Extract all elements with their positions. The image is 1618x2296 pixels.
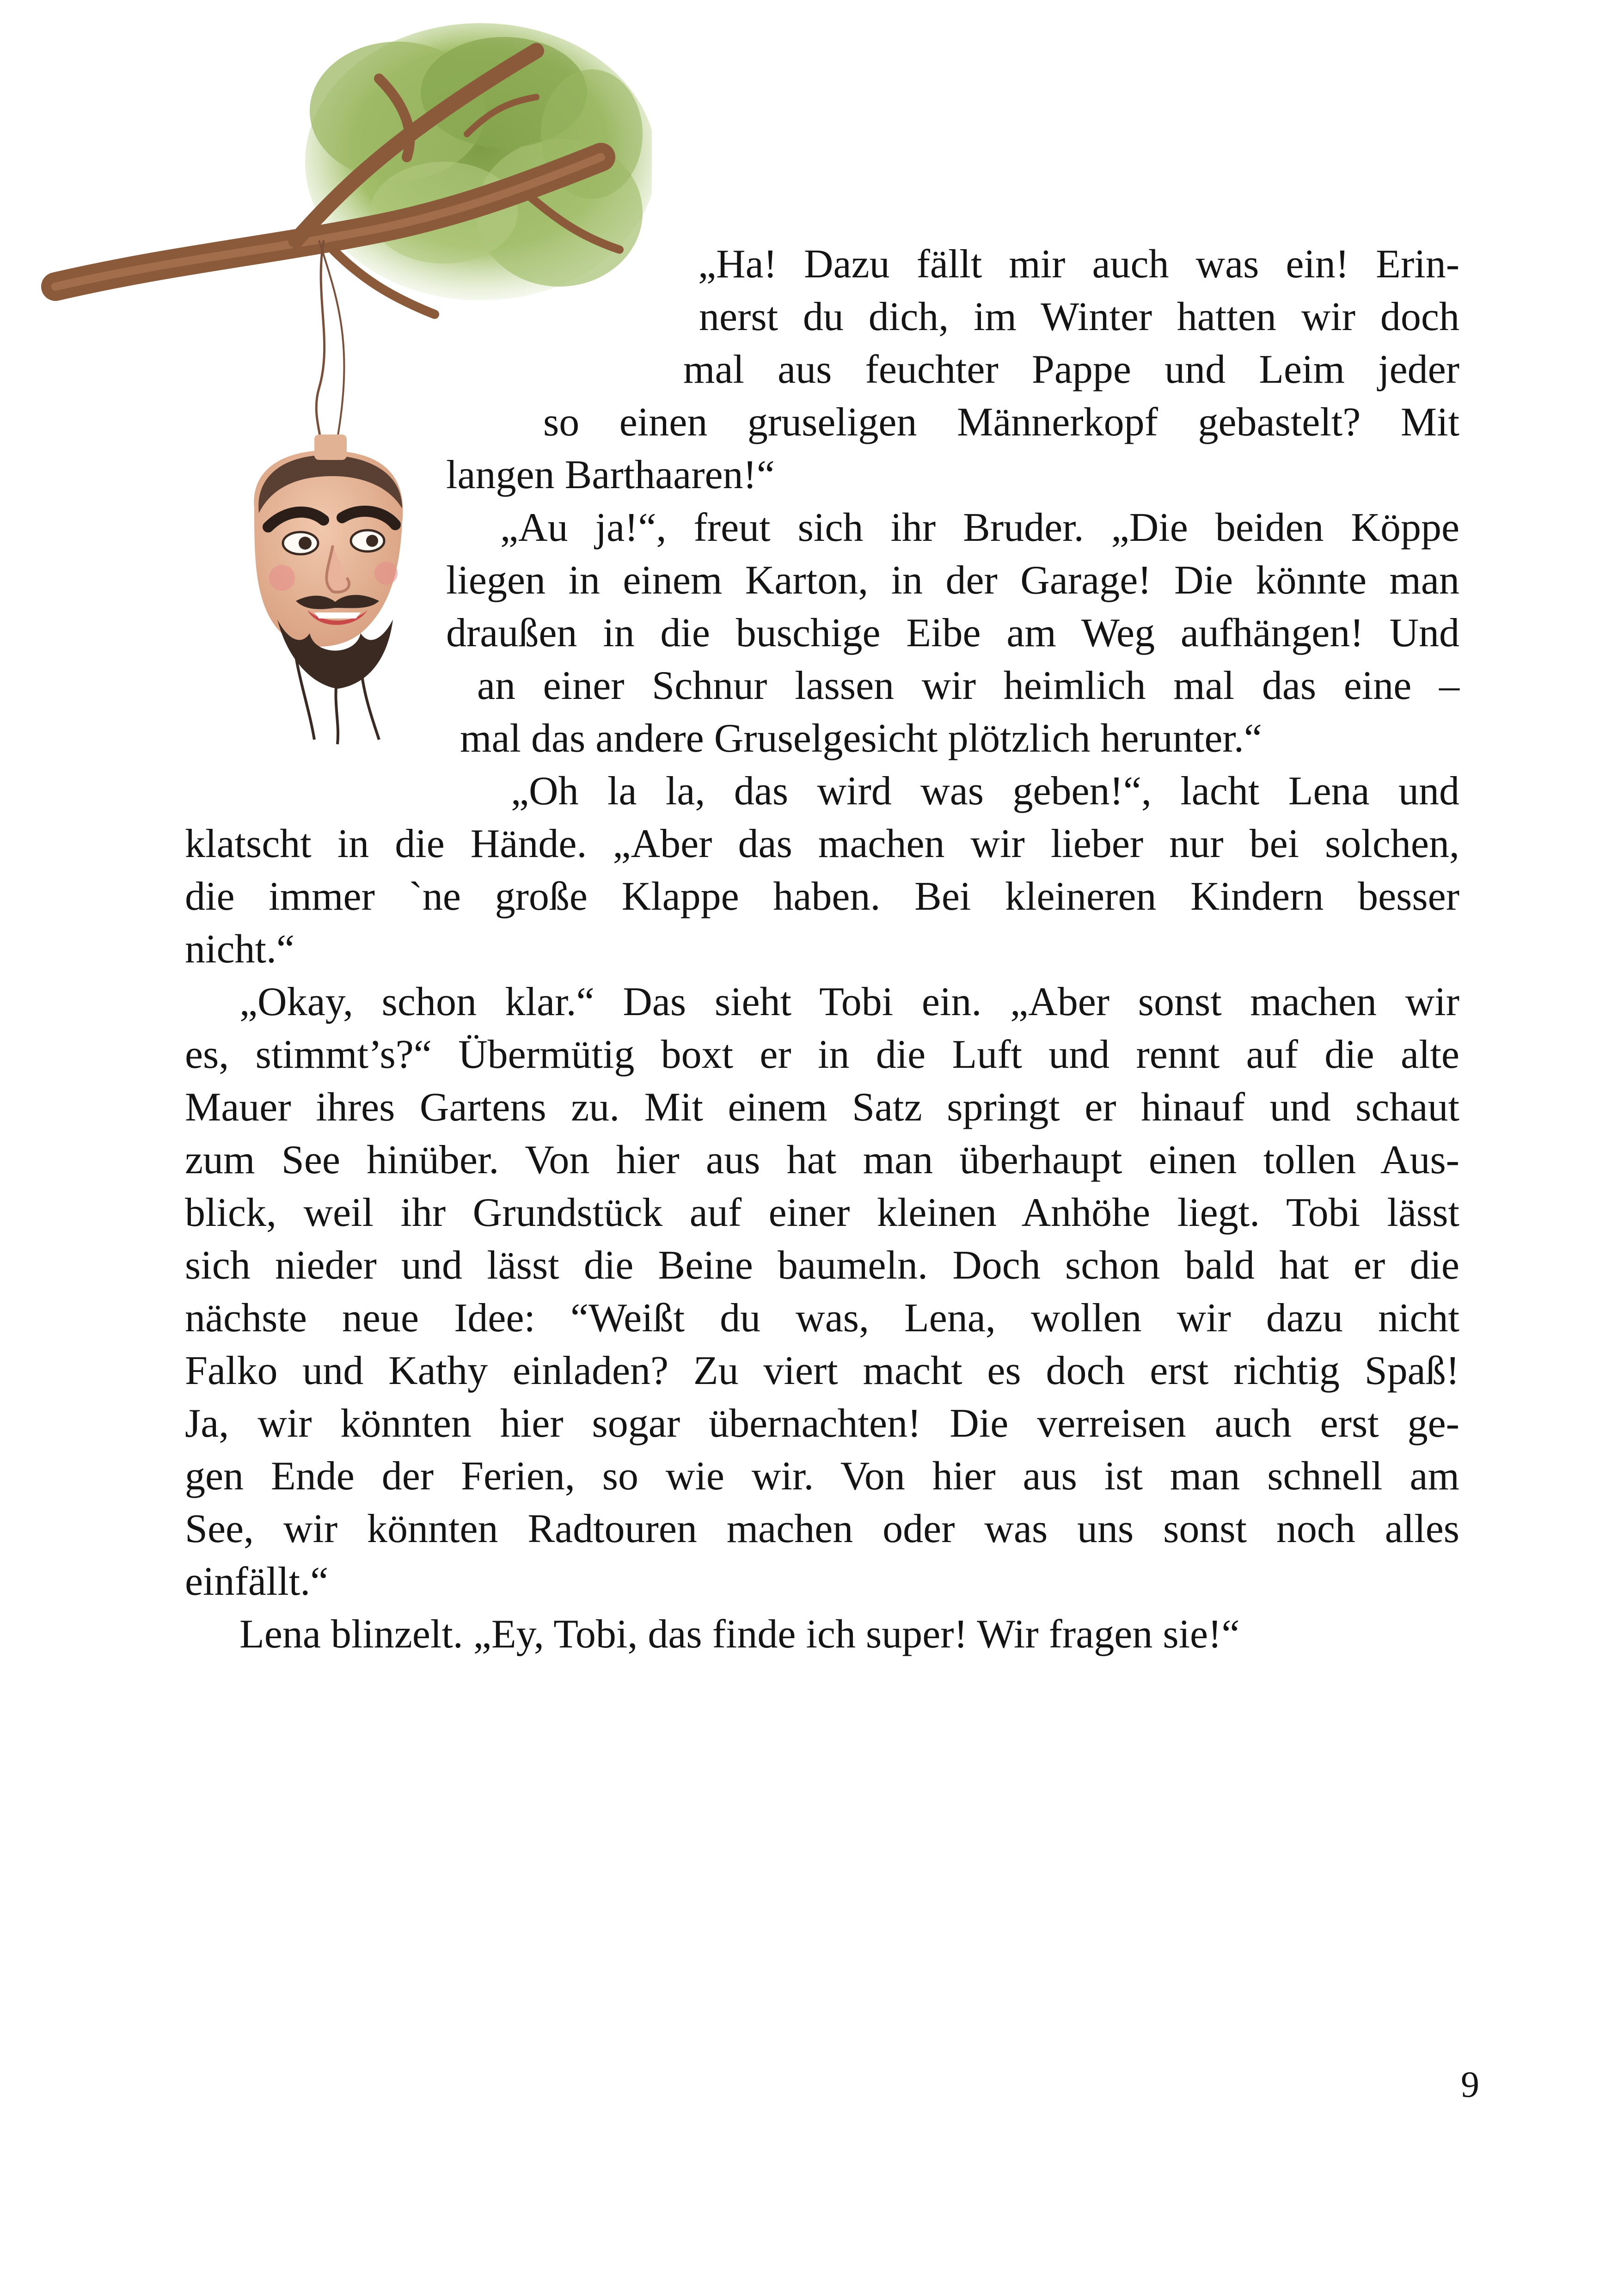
text-line: nerst du dich, im Winter hatten wir doch <box>699 294 1459 339</box>
text-line: „Okay, schon klar.“ Das sieht Tobi ein. „Aber sonst machen wir <box>239 980 1459 1024</box>
text-line: draußen in die buschige Eibe am Weg aufhängen! Und <box>446 611 1459 655</box>
text-line: Mauer ihres Gartens zu. Mit einem Satz springt er hinauf und schaut <box>185 1085 1459 1130</box>
text-line: nächste neue Idee: “Weißt du was, Lena, wollen wir dazu nicht <box>185 1296 1459 1341</box>
text-line: mal das andere Gruselgesicht plötzlich herunter.“ <box>460 716 1262 761</box>
text-line: mal aus feuchter Pappe und Leim jeder <box>683 347 1459 392</box>
text-line: liegen in einem Karton, in der Garage! Die könnte man <box>446 558 1459 603</box>
text-line: an einer Schnur lassen wir heimlich mal das eine – <box>477 663 1459 708</box>
text-line: Falko und Kathy einladen? Zu viert macht es doch erst richtig Spaß! <box>185 1348 1459 1393</box>
hanging-string <box>316 240 324 462</box>
text-line: es, stimmt’s?“ Übermütig boxt er in die Luft und rennt auf die alte <box>185 1032 1459 1077</box>
text-line: einfällt.“ <box>185 1559 329 1604</box>
text-line: Ja, wir könnten hier sogar übernachten! Die verreisen auch erst ge- <box>185 1401 1459 1446</box>
text-line: gen Ende der Ferien, so wie wir. Von hier aus ist man schnell am <box>185 1454 1459 1499</box>
text-line: zum See hinüber. Von hier aus hat man überhaupt einen tollen Aus- <box>185 1138 1459 1182</box>
page-number: 9 <box>1461 2064 1479 2105</box>
text-line: Lena blinzelt. „Ey, Tobi, das finde ich super! Wir fragen sie!“ <box>239 1612 1240 1657</box>
text-line: „Oh la la, das wird was geben!“, lacht Lena und <box>511 769 1459 814</box>
text-line: sich nieder und lässt die Beine baumeln. Doch schon bald hat er die <box>185 1243 1459 1288</box>
text-line: „Ha! Dazu fällt mir auch was ein! Erin- <box>698 242 1459 287</box>
text-line: langen Barthaaren!“ <box>446 453 775 497</box>
mask-face <box>254 435 403 744</box>
text-line: nicht.“ <box>185 927 295 972</box>
text-line: See, wir könnten Radtouren machen oder was uns sonst noch alles <box>185 1506 1459 1551</box>
text-line: so einen gruseligen Männerkopf gebastelt? Mit <box>543 400 1459 445</box>
text-line: die immer `ne große Klappe haben. Bei kleineren Kindern besser <box>185 874 1459 919</box>
text-line: „Au ja!“, freut sich ihr Bruder. „Die beiden Köppe <box>500 505 1459 550</box>
text-line: blick, weil ihr Grundstück auf einer kleinen Anhöhe liegt. Tobi lässt <box>185 1190 1459 1235</box>
text-line: klatscht in die Hände. „Aber das machen wir lieber nur bei solchen, <box>185 821 1459 866</box>
